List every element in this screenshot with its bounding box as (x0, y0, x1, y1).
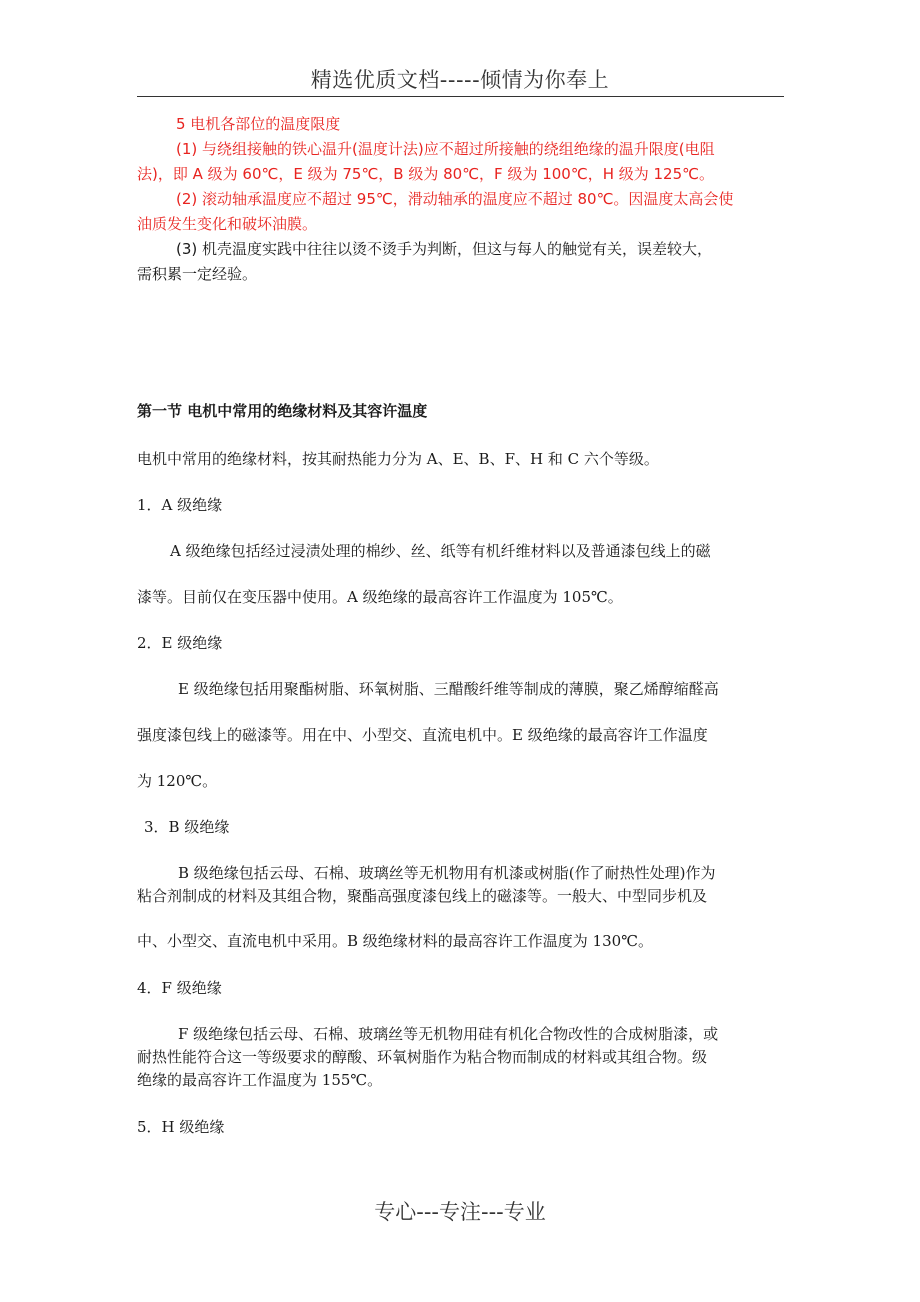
class-h-title: 5．H 级绝缘 (137, 1118, 225, 1136)
class-a-line-1: A 级绝缘包括经过浸渍处理的棉纱、丝、纸等有机纤维材料以及普通漆包线上的磁 (170, 542, 711, 560)
section-heading: 第一节 电机中常用的绝缘材料及其容许温度 (137, 402, 428, 420)
class-e-title: 2．E 级绝缘 (137, 634, 223, 652)
class-b-line-1: B 级绝缘包括云母、石棉、玻璃丝等无机物用有机漆或树脂(作了耐热性处理)作为 (178, 864, 716, 882)
class-b-line-3: 中、小型交、直流电机中采用。B 级绝缘材料的最高容许工作温度为 130℃。 (137, 932, 653, 950)
class-e-line-3: 为 120℃。 (137, 772, 218, 790)
temperature-item-3-line-1: (3) 机壳温度实践中往往以烫不烫手为判断，但这与每人的触觉有关，误差较大， (176, 240, 713, 258)
class-e-line-2: 强度漆包线上的磁漆等。用在中、小型交、直流电机中。E 级绝缘的最高容许工作温度 (137, 726, 708, 744)
temperature-item-2-line-2: 油质发生变化和破坏油膜。 (137, 215, 318, 233)
class-f-line-2: 耐热性能符合这一等级要求的醇酸、环氧树脂作为粘合物而制成的材料或其组合物。级 (137, 1048, 708, 1066)
class-b-line-2: 粘合剂制成的材料及其组合物，聚酯高强度漆包线上的磁漆等。一般大、中型同步机及 (137, 887, 708, 905)
class-a-title: 1．A 级绝缘 (137, 496, 223, 514)
page-header-title: 精选优质文档-----倾情为你奉上 (310, 68, 610, 92)
temperature-item-1-line-2: 法)，即 A 级为 60℃，E 级为 75℃，B 级为 80℃，F 级为 100℃，H 级为 125℃。 (137, 165, 714, 183)
class-e-line-1: E 级绝缘包括用聚酯树脂、环氧树脂、三醋酸纤维等制成的薄膜，聚乙烯醇缩醛高 (178, 680, 719, 698)
class-a-line-2: 漆等。目前仅在变压器中使用。A 级绝缘的最高容许工作温度为 105℃。 (137, 588, 623, 606)
temperature-item-3-line-2: 需积累一定经验。 (137, 265, 258, 283)
temperature-item-1-line-1: (1) 与绕组接触的铁心温升(温度计法)应不超过所接触的绕组绝缘的温升限度(电阻 (176, 140, 715, 158)
header-divider (137, 96, 784, 97)
section-intro: 电机中常用的绝缘材料，按其耐热能力分为 A、E、B、F、H 和 C 六个等级。 (137, 450, 659, 468)
temperature-item-2-line-1: (2) 滚动轴承温度应不超过 95℃，滑动轴承的温度应不超过 80℃。因温度太高会使 (176, 190, 734, 208)
page-footer: 专心---专注---专业 (374, 1200, 546, 1224)
class-f-line-3: 绝缘的最高容许工作温度为 155℃。 (137, 1071, 383, 1089)
temperature-section-title: 5 电机各部位的温度限度 (176, 115, 341, 133)
class-f-title: 4．F 级绝缘 (137, 979, 222, 997)
class-f-line-1: F 级绝缘包括云母、石棉、玻璃丝等无机物用硅有机化合物改性的合成树脂漆，或 (178, 1025, 719, 1043)
class-b-title: 3．B 级绝缘 (144, 818, 230, 836)
